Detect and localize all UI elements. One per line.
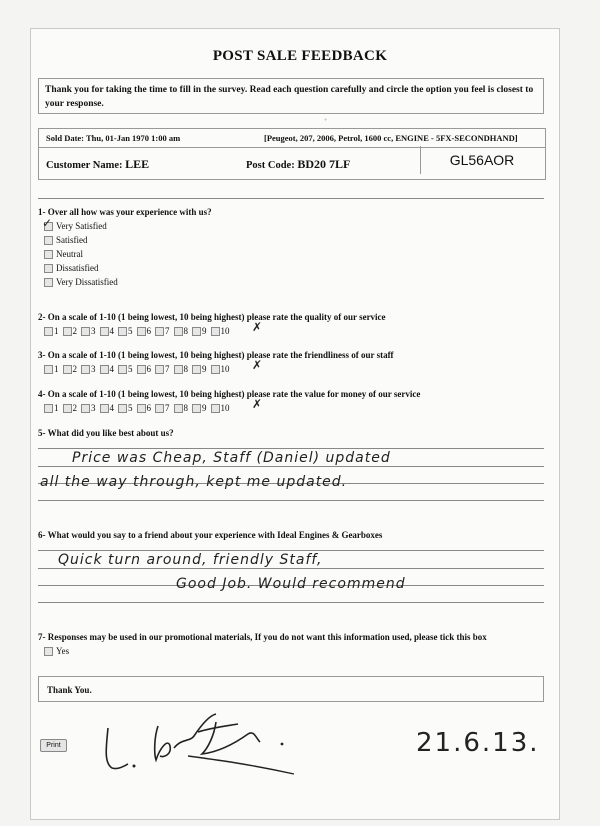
cursor-mark: +: [324, 118, 328, 124]
option-label: 1: [54, 364, 59, 374]
q5-answer-line-2: all the way through, kept me updated.: [40, 474, 348, 490]
question-7: 7- Responses may be used in our promotional materials, If you do not want this information used, please tick this box: [38, 632, 487, 642]
q2-option[interactable]: [81, 326, 96, 336]
q1-option-very-satisfied[interactable]: [44, 221, 107, 231]
q2-option[interactable]: [100, 326, 115, 336]
checkbox[interactable]: [155, 327, 164, 336]
q7-option-yes[interactable]: [44, 646, 69, 656]
q4-option[interactable]: [192, 403, 207, 413]
q6-answer-line-2: Good Job. Would recommend: [176, 576, 406, 592]
checkbox[interactable]: [44, 264, 53, 273]
option-label: Very Dissatisfied: [56, 277, 118, 287]
option-label: 8: [183, 364, 188, 374]
post-code-label: Post Code:: [246, 160, 295, 171]
checkbox[interactable]: [81, 327, 90, 336]
option-label: 5: [128, 364, 133, 374]
customer-name-label: Customer Name:: [46, 160, 123, 171]
option-label: 9: [202, 364, 207, 374]
q1-option-satisfied[interactable]: [44, 235, 88, 245]
print-button[interactable]: Print: [40, 739, 67, 752]
answer-line: [38, 568, 544, 569]
option-label: 5: [128, 403, 133, 413]
checkbox[interactable]: [192, 327, 201, 336]
q4-option[interactable]: [155, 403, 170, 413]
answer-line: [38, 602, 544, 603]
q3-option[interactable]: [174, 364, 189, 374]
q2-option[interactable]: [118, 326, 133, 336]
handwritten-tick-mark: ✗: [252, 320, 263, 334]
checkbox[interactable]: [118, 327, 127, 336]
question-1: 1- Over all how was your experience with us?: [38, 207, 212, 217]
checkbox[interactable]: [155, 404, 164, 413]
q3-option[interactable]: [137, 364, 152, 374]
option-label: 3: [91, 326, 96, 336]
option-label: 6: [146, 364, 151, 374]
option-label: 7: [165, 326, 170, 336]
q2-option[interactable]: [211, 326, 230, 336]
q4-option[interactable]: [63, 403, 78, 413]
checkbox[interactable]: [44, 404, 53, 413]
q2-option[interactable]: [192, 326, 207, 336]
sold-date: Sold Date: Thu, 01-Jan 1970 1:00 am: [46, 133, 181, 143]
checkbox[interactable]: [100, 365, 109, 374]
option-label: 4: [109, 326, 114, 336]
q4-option[interactable]: [44, 403, 59, 413]
q4-option[interactable]: [137, 403, 152, 413]
question-2: 2- On a scale of 1-10 (1 being lowest, 10 being highest) please rate the quality of our service: [38, 312, 386, 322]
option-label: 7: [165, 364, 170, 374]
checkbox[interactable]: [44, 250, 53, 259]
q3-option[interactable]: [118, 364, 133, 374]
customer-signature: [98, 708, 298, 778]
post-code: [246, 157, 350, 172]
checkbox[interactable]: [118, 365, 127, 374]
checkbox[interactable]: [155, 365, 164, 374]
option-label: 2: [72, 326, 77, 336]
customer-name: [46, 157, 149, 172]
handwritten-tick-mark: ✗: [252, 358, 263, 372]
option-label: 9: [202, 403, 207, 413]
question-5: 5- What did you like best about us?: [38, 428, 174, 438]
option-label: 4: [109, 403, 114, 413]
option-label: 2: [72, 403, 77, 413]
handwritten-tick-mark: ✓: [42, 216, 53, 230]
form-title: POST SALE FEEDBACK: [212, 48, 388, 64]
vehicle-details: [Peugeot, 207, 2006, Petrol, 1600 cc, ENGINE - 5FX-SECONDHAND]: [264, 133, 518, 143]
q3-option[interactable]: [100, 364, 115, 374]
option-label: Very Satisfied: [56, 221, 107, 231]
checkbox[interactable]: [174, 365, 183, 374]
registration-box: GL56AOR: [420, 146, 543, 174]
answer-line: [38, 448, 544, 449]
q4-scale: [44, 403, 230, 413]
checkbox[interactable]: [192, 365, 201, 374]
q3-option[interactable]: [63, 364, 78, 374]
checkbox[interactable]: [137, 327, 146, 336]
q3-scale: [44, 364, 230, 374]
option-label: 2: [72, 364, 77, 374]
checkbox[interactable]: [44, 236, 53, 245]
option-label: Satisfied: [56, 235, 88, 245]
signature-date: 21.6.13.: [416, 728, 540, 758]
checkbox[interactable]: [81, 365, 90, 374]
q3-option[interactable]: [44, 364, 59, 374]
checkbox[interactable]: [63, 365, 72, 374]
checkbox[interactable]: [118, 404, 127, 413]
option-label: 10: [220, 403, 230, 413]
q5-answer-line-1: Price was Cheap, Staff (Daniel) updated: [72, 450, 391, 466]
question-6: 6- What would you say to a friend about your experience with Ideal Engines & Gearboxes: [38, 530, 383, 540]
intro-text: Thank you for taking the time to fill in the survey. Read each question carefully and circle the option you feel is closest to your response.: [38, 78, 544, 114]
option-label: 6: [146, 403, 151, 413]
option-label: 10: [220, 364, 230, 374]
checkbox[interactable]: [44, 278, 53, 287]
checkbox[interactable]: [100, 327, 109, 336]
checkbox[interactable]: [211, 404, 220, 413]
q2-option[interactable]: [155, 326, 170, 336]
q3-option[interactable]: [211, 364, 230, 374]
option-label: 1: [54, 326, 59, 336]
q1-option-dissatisfied[interactable]: [44, 263, 99, 273]
q6-answer-line-1: Quick turn around, friendly Staff,: [58, 552, 323, 568]
option-label: Neutral: [56, 249, 83, 259]
checkbox[interactable]: [137, 404, 146, 413]
q2-option[interactable]: [137, 326, 152, 336]
checkbox[interactable]: [44, 327, 53, 336]
option-label: 5: [128, 326, 133, 336]
option-label: Yes: [56, 646, 70, 656]
q4-option[interactable]: [81, 403, 96, 413]
option-label: 9: [202, 326, 207, 336]
q2-option[interactable]: [63, 326, 78, 336]
option-label: 1: [54, 403, 59, 413]
q2-option[interactable]: [174, 326, 189, 336]
checkbox[interactable]: [63, 327, 72, 336]
q2-option[interactable]: [44, 326, 59, 336]
handwritten-tick-mark: ✗: [252, 397, 263, 411]
answer-line: [38, 466, 544, 467]
checkbox[interactable]: [100, 404, 109, 413]
option-label: Dissatisfied: [56, 263, 99, 273]
q4-option[interactable]: [100, 403, 115, 413]
checkbox[interactable]: [174, 327, 183, 336]
option-label: 8: [183, 403, 188, 413]
answer-line: [38, 500, 544, 501]
post-code-value: BD20 7LF: [297, 157, 351, 171]
section-divider: [38, 198, 544, 199]
option-label: 6: [146, 326, 151, 336]
thank-you-box: Thank You.: [38, 676, 544, 702]
q3-option[interactable]: [81, 364, 96, 374]
option-label: 4: [109, 364, 114, 374]
q4-option[interactable]: [174, 403, 189, 413]
q1-option-very-dissatisfied[interactable]: [44, 277, 118, 287]
question-3: 3- On a scale of 1-10 (1 being lowest, 10 being highest) please rate the friendliness of our staff: [38, 350, 394, 360]
option-label: 3: [91, 403, 96, 413]
option-label: 7: [165, 403, 170, 413]
q2-scale: [44, 326, 230, 336]
q3-option[interactable]: [155, 364, 170, 374]
checkbox[interactable]: [44, 365, 53, 374]
option-label: 10: [220, 326, 230, 336]
q1-option-neutral[interactable]: [44, 249, 83, 259]
option-label: 3: [91, 364, 96, 374]
answer-line: [38, 550, 544, 551]
checkbox[interactable]: [137, 365, 146, 374]
question-4: 4- On a scale of 1-10 (1 being lowest, 10 being highest) please rate the value for money of our service: [38, 389, 421, 399]
checkbox[interactable]: [211, 327, 220, 336]
checkbox[interactable]: [44, 647, 53, 656]
checkbox[interactable]: [63, 404, 72, 413]
checkbox[interactable]: [174, 404, 183, 413]
checkbox[interactable]: [211, 365, 220, 374]
checkbox[interactable]: [81, 404, 90, 413]
q4-option[interactable]: [118, 403, 133, 413]
q3-option[interactable]: [192, 364, 207, 374]
checkbox[interactable]: [192, 404, 201, 413]
q4-option[interactable]: [211, 403, 230, 413]
option-label: 8: [183, 326, 188, 336]
customer-name-value: LEE: [125, 157, 150, 171]
